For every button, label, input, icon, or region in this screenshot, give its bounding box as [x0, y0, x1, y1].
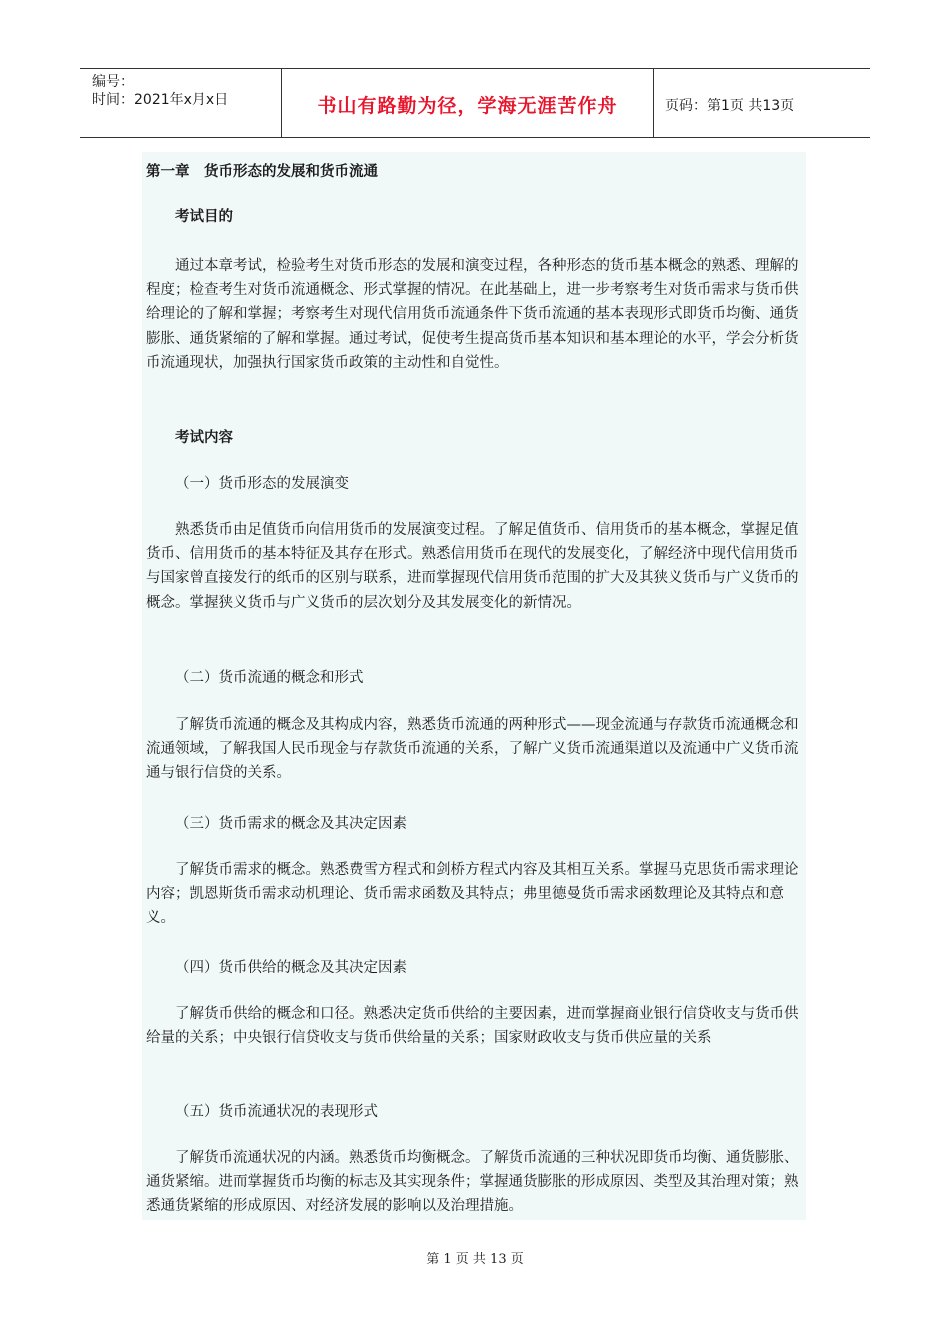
section-paragraph: 了解货币流通状况的内涵。熟悉货币均衡概念。了解货币流通的三种状况即货币均衡、通货膨胀、通货紧缩。进而掌握货币均衡的标志及其实现条件；掌握通货膨胀的形成原因、类型及其治理对策；熟悉通货紧缩的形成原因、对经济发展的影响以及治理措施。	[146, 1150, 799, 1215]
section-heading: （二）货币流通的概念和形式	[175, 670, 364, 686]
document-body	[142, 152, 806, 1220]
header-motto-cell	[281, 69, 654, 137]
exam-goal-paragraph: 通过本章考试，检验考生对货币形态的发展和演变过程，各种形态的货币基本概念的熟悉、理解的程度；检查考生对货币流通概念、形式掌握的情况。在此基础上，进一步考察考生对货币需求与货币供给理论的了解和掌握；考察考生对现代信用货币流通条件下货币流通的基本表现形式即货币均衡、通货膨胀、通货紧缩的了解和掌握。通过考试，促使考生提高货币基本知识和基本理论的水平，学会分析货币流通现状，加强执行国家货币政策的主动性和自觉性。	[146, 258, 799, 371]
section-heading: （三）货币需求的概念及其决定因素	[175, 816, 407, 832]
date-label: 时间：2021年x月x日	[92, 92, 229, 108]
section-heading: （四）货币供给的概念及其决定因素	[175, 960, 407, 976]
section-paragraph: 了解货币流通的概念及其构成内容，熟悉货币流通的两种形式——现金流通与存款货币流通概念和流通领域，了解我国人民币现金与存款货币流通的关系，了解广义货币流通渠道以及流通中广义货币流通与银行信贷的关系。	[146, 717, 799, 782]
section-paragraph: 了解货币供给的概念和口径。熟悉决定货币供给的主要因素，进而掌握商业银行信贷收支与货币供给量的关系；中央银行信贷收支与货币供给量的关系；国家财政收支与货币供应量的关系	[146, 1006, 799, 1047]
exam-goal-heading: 考试目的	[175, 209, 233, 225]
section-paragraph: 熟悉货币由足值货币向信用货币的发展演变过程。了解足值货币、信用货币的基本概念，掌握足值货币、信用货币的基本特征及其存在形式。熟悉信用货币在现代的发展变化，了解经济中现代信用货币与国家曾直接发行的纸币的区别与联系，进而掌握现代信用货币范围的扩大及其狭义货币与广义货币的概念。掌握狭义货币与广义货币的层次划分及其发展变化的新情况。	[146, 522, 799, 611]
document-header	[80, 68, 870, 138]
chapter-title: 第一章 货币形态的发展和货币流通	[146, 164, 378, 180]
section-heading: （一）货币形态的发展演变	[175, 476, 349, 492]
page-footer: 第 1 页 共 13 页	[426, 1252, 524, 1267]
header-left-cell	[80, 69, 281, 137]
section-heading: （五）货币流通状况的表现形式	[175, 1104, 378, 1120]
number-label: 编号：	[92, 74, 134, 90]
page-code: 页码：第1页 共13页	[665, 98, 795, 114]
section-paragraph: 了解货币需求的概念。熟悉费雪方程式和剑桥方程式内容及其相互关系。掌握马克思货币需求理论内容；凯恩斯货币需求动机理论、货币需求函数及其特点；弗里德曼货币需求函数理论及其特点和意义。	[146, 862, 799, 927]
motto-text: 书山有路勤为径，学海无涯苦作舟	[317, 95, 618, 117]
header-right-cell	[653, 69, 870, 137]
exam-content-heading: 考试内容	[175, 430, 233, 446]
